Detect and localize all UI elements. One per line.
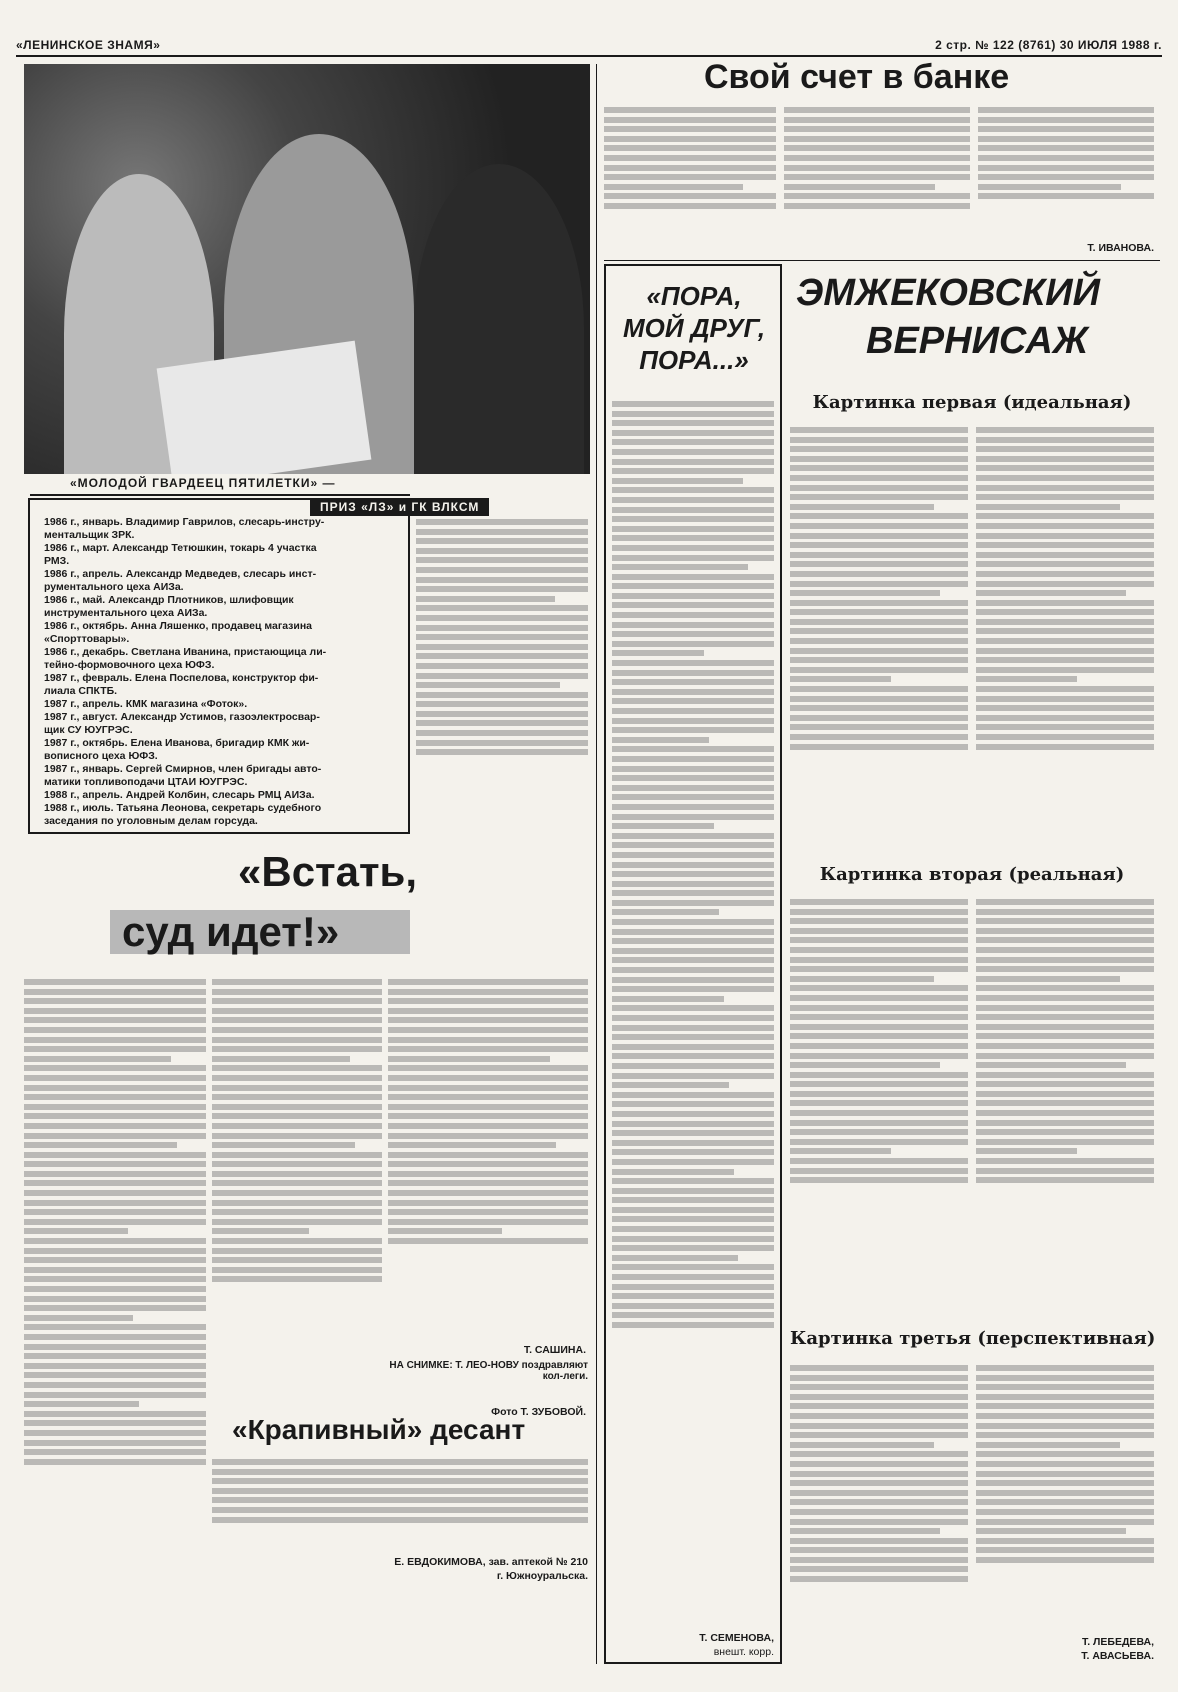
news-photo <box>24 64 590 474</box>
vernissage-sub-2: Картинка вторая (реальная) <box>819 864 1125 885</box>
winner-line: «Спорттовары». <box>44 633 130 645</box>
nettle-place: г. Южноуральска. <box>496 1570 588 1582</box>
winner-line: 1987 г., апрель. КМК магазина «Фоток». <box>44 698 248 710</box>
winner-line: лиала СПКТБ. <box>44 685 118 697</box>
photo-caption: НА СНИМКЕ: Т. ЛЕО-НОВУ поздравляют кол-леги. <box>389 1360 588 1382</box>
winner-line: вописного цеха ЮФЗ. <box>44 750 158 762</box>
vernissage-sub-3: Картинка третья (перспективная) <box>790 1328 1156 1349</box>
winner-line: 1986 г., апрель. Александр Медведев, слесарь инст- <box>44 568 317 580</box>
bank-bottom-rule <box>604 260 1160 261</box>
vernissage-1-col-2 <box>976 424 1154 860</box>
winner-line: ментальщик ЗРК. <box>44 529 135 541</box>
prize-banner-1: «МОЛОДОЙ ГВАРДЕЕЦ ПЯТИЛЕТКИ» — <box>70 476 336 490</box>
winner-line: 1987 г., август. Александр Устимов, газоэлектросвар- <box>44 711 320 723</box>
photo-credit: Фото Т. ЗУБОВОЙ. <box>491 1406 586 1418</box>
winner-line: рументального цеха АИЗа. <box>44 581 184 593</box>
winner-line: щик СУ ЮУГРЭС. <box>44 724 133 736</box>
winner-line: 1986 г., март. Александр Тетюшкин, токарь 4 участка <box>44 542 317 554</box>
issue-info: 2 стр. № 122 (8761) 30 ИЮЛЯ 1988 г. <box>935 38 1162 52</box>
newspaper-name: «ЛЕНИНСКОЕ ЗНАМЯ» <box>16 38 161 52</box>
court-text-top <box>416 516 588 836</box>
masthead-rule <box>16 55 1162 57</box>
winner-line: тейно-формовочного цеха ЮФЗ. <box>44 659 215 671</box>
vernissage-headline-2: ВЕРНИСАЖ <box>866 320 1089 362</box>
court-text-col-1 <box>24 976 206 1622</box>
court-text-col-2 <box>212 976 382 1388</box>
winner-line: 1987 г., январь. Сергей Смирнов, член бригады авто- <box>44 763 322 775</box>
photo-figure-right <box>414 164 584 474</box>
vernissage-2-col-2 <box>976 896 1154 1284</box>
vernissage-signature-1: Т. ЛЕБЕДЕВА, <box>1081 1636 1154 1648</box>
vernissage-signature-2: Т. АВАСЬЕВА. <box>1081 1650 1154 1662</box>
winner-line: РМЗ. <box>44 555 70 567</box>
vernissage-2-col-1 <box>790 896 968 1284</box>
court-signature: Т. САШИНА. <box>523 1344 586 1356</box>
vernissage-headline-1: ЭМЖЕКОВСКИЙ <box>796 272 1100 314</box>
friend-signature-2: внешт. корр. <box>713 1646 774 1658</box>
winner-line: 1987 г., февраль. Елена Поспелова, конструктор фи- <box>44 672 319 684</box>
friend-headline: «ПОРА, МОЙ ДРУГ, ПОРА...» <box>622 281 766 375</box>
friend-text <box>612 398 774 1630</box>
court-headline-1: «Встать, <box>238 848 418 895</box>
vernissage-1-col-1 <box>790 424 968 860</box>
friend-signature: Т. СЕМЕНОВА, <box>699 1632 774 1644</box>
winner-line: 1988 г., июль. Татьяна Леонова, секретарь судебного <box>44 802 322 814</box>
court-text-col-3 <box>388 976 588 1336</box>
winner-line: 1986 г., декабрь. Светлана Иванина, пристающица ли- <box>44 646 327 658</box>
court-headline-2: суд идет!» <box>122 908 340 955</box>
winner-line: 1986 г., май. Александр Плотников, шлифовщик <box>44 594 294 606</box>
winners-list <box>44 516 404 832</box>
winner-line: 1988 г., апрель. Андрей Колбин, слесарь РМЦ АИЗа. <box>44 789 315 801</box>
banner-rule <box>30 494 410 496</box>
vernissage-3-col-2 <box>976 1362 1154 1632</box>
winner-line: заседания по уголовным делам горсуда. <box>44 815 258 827</box>
winner-line: инструментального цеха АИЗа. <box>44 607 208 619</box>
winner-line: 1986 г., январь. Владимир Гаврилов, слесарь-инстру- <box>44 516 325 528</box>
prize-banner-2: ПРИЗ «ЛЗ» и ГК ВЛКСМ <box>310 498 489 516</box>
winner-line: 1986 г., октябрь. Анна Ляшенко, продавец магазина <box>44 620 313 632</box>
nettle-signature: Е. ЕВДОКИМОВА, зав. аптекой № 210 <box>394 1556 588 1568</box>
vernissage-3-col-1 <box>790 1362 968 1662</box>
nettle-headline: «Крапивный» десант <box>232 1414 526 1445</box>
bank-text-col-1 <box>604 104 776 254</box>
bank-text-col-3 <box>978 104 1154 240</box>
bank-signature: Т. ИВАНОВА. <box>1087 242 1154 254</box>
vertical-rule-main <box>596 64 597 1664</box>
winner-line: 1987 г., октябрь. Елена Иванова, бригадир КМК жи- <box>44 737 310 749</box>
bank-headline: Свой счет в банке <box>704 58 1010 96</box>
nettle-text <box>212 1456 588 1552</box>
vernissage-sub-1: Картинка первая (идеальная) <box>812 392 1132 413</box>
bank-text-col-2 <box>784 104 970 254</box>
winner-line: матики топливоподачи ЦТАИ ЮУГРЭС. <box>44 776 248 788</box>
